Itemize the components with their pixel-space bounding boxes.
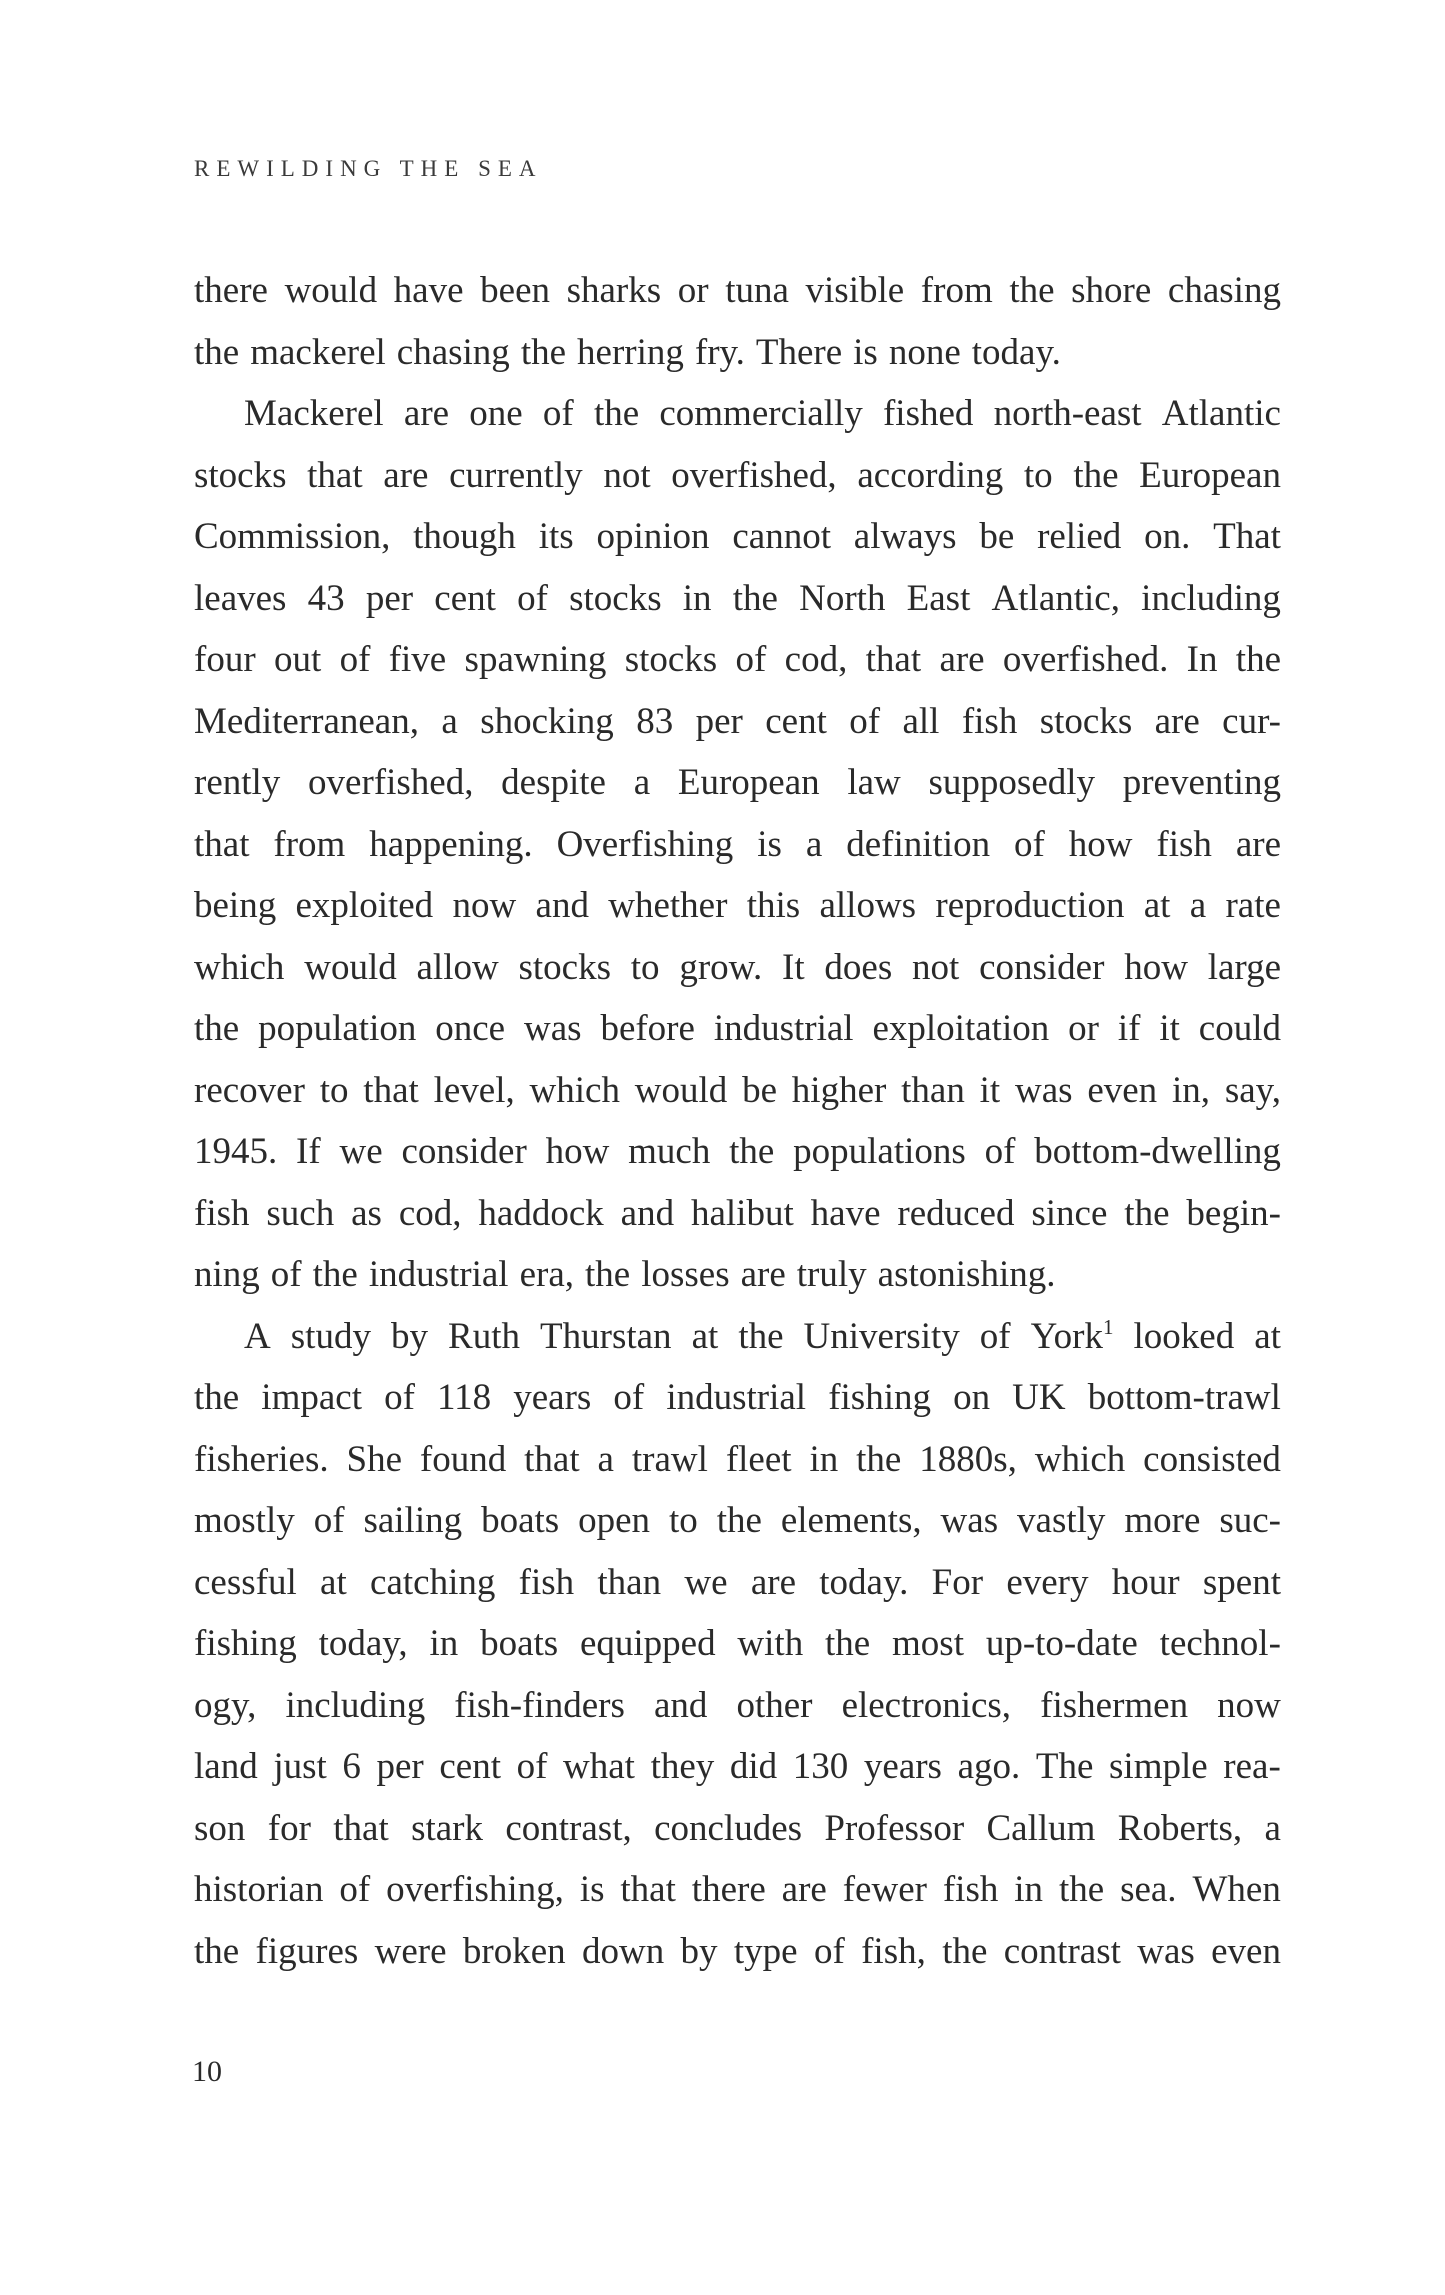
text-line: cessful at catching fish than we are today. For every hour spent (194, 1561, 1281, 1603)
running-head: REWILDING THE SEA (194, 156, 543, 181)
text-line: son for that stark contrast, concludes Professor Callum Roberts, a (194, 1807, 1281, 1849)
text-line: 1945. If we consider how much the populations of bottom-dwelling (194, 1131, 1281, 1172)
text-line: Mackerel are one of the commercially fished north-east Atlantic (244, 393, 1281, 434)
text-line: leaves 43 per cent of stocks in the North East Atlantic, including (194, 577, 1281, 619)
text-line: Mediterranean, a shocking 83 per cent of all fish stocks are cur- (194, 700, 1281, 742)
text-line: Commission, though its opinion cannot always be relied on. That (194, 516, 1281, 557)
text-line: fisheries. She found that a trawl fleet in the 1880s, which consisted (194, 1438, 1281, 1480)
text-line: the figures were broken down by type of fish, the contrast was even (194, 1930, 1281, 1972)
footnote-marker: 1 (1102, 1314, 1114, 1339)
text-line: fish such as cod, haddock and halibut have reduced since the begin- (194, 1192, 1281, 1234)
text-line: the mackerel chasing the herring fry. There is none today. (194, 331, 1061, 373)
text-line: land just 6 per cent of what they did 130 years ago. The simple rea- (194, 1746, 1281, 1787)
text-line: stocks that are currently not overfished, according to the European (194, 454, 1281, 496)
text-line: that from happening. Overfishing is a definition of how fish are (194, 823, 1281, 865)
text-line: ning of the industrial era, the losses are truly astonishing. (194, 1254, 1056, 1295)
text-line: the population once was before industrial exploitation or if it could (194, 1008, 1281, 1049)
text-line: ogy, including fish-finders and other electronics, fishermen now (194, 1684, 1281, 1726)
text-line: being exploited now and whether this allows reproduction at a rate (194, 885, 1281, 926)
text-line: recover to that level, which would be higher than it was even in, say, (194, 1069, 1281, 1111)
text-line: the impact of 118 years of industrial fishing on UK bottom-trawl (194, 1377, 1281, 1418)
body-text (194, 260, 1281, 1982)
text-line: four out of five spawning stocks of cod, that are overfished. In the (194, 639, 1281, 680)
text-line: which would allow stocks to grow. It does not consider how large (194, 946, 1281, 988)
text-line: A study by Ruth Thurstan at the University of York$^1$ looked at (244, 1314, 1281, 1357)
text-line: rently overfished, despite a European law supposedly preventing (194, 762, 1281, 803)
page-number: 10 (192, 2055, 222, 2088)
text-line: there would have been sharks or tuna visible from the shore chasing (194, 270, 1281, 311)
text-line: historian of overfishing, is that there are fewer fish in the sea. When (194, 1869, 1281, 1910)
text-line: mostly of sailing boats open to the elements, was vastly more suc- (194, 1500, 1281, 1541)
text-line: fishing today, in boats equipped with the most up-to-date technol- (194, 1623, 1281, 1664)
